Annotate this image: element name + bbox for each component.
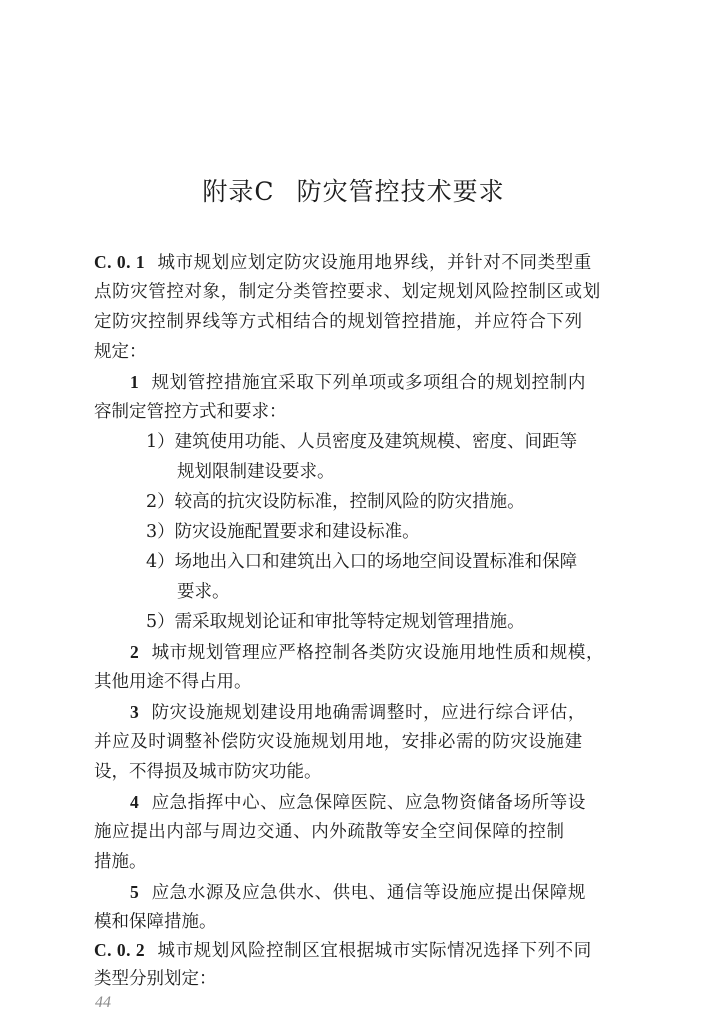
- subitem-line: [146, 522, 420, 542]
- item-line: [130, 792, 586, 813]
- clause-line: [94, 282, 601, 302]
- line-text: 要求。: [177, 582, 230, 602]
- line-text: 类型分别划定：: [94, 969, 217, 989]
- subitem-number: 3）: [146, 522, 175, 542]
- subitem-line: [146, 552, 577, 572]
- line-text: 建筑使用功能、人员密度及建筑规模、密度、间距等: [174, 432, 578, 452]
- item-number: 2: [130, 642, 140, 662]
- line-text: 容制定管控方式和要求：: [94, 402, 287, 422]
- line-text: 规划管控措施宜采取下列单项或多项组合的规划控制内: [151, 373, 586, 393]
- item-number: 3: [130, 702, 140, 722]
- subitem-number: 2）: [146, 492, 175, 512]
- line-text: 城市规划管理应严格控制各类防灾设施用地性质和规模，: [151, 643, 605, 663]
- subitem-number: 1）: [146, 432, 175, 452]
- clause-number: C. 0. 1: [94, 252, 146, 272]
- item-line: [130, 642, 604, 663]
- clause-line: [94, 342, 147, 362]
- appendix-title: [0, 172, 707, 208]
- item-line: [94, 402, 287, 422]
- line-text: 应急水源及应急供水、供电、通信等设施应提出保障规: [151, 883, 586, 903]
- line-text: 施应提出内部与周边交通、内外疏散等安全空间保障的控制: [94, 822, 565, 842]
- subitem-line: [146, 612, 525, 632]
- appendix-heading: 防灾管控技术要求: [296, 177, 505, 206]
- line-text: 模和保障措施。: [94, 912, 217, 932]
- clause-line: [94, 940, 592, 961]
- clause-line: [94, 969, 217, 989]
- subitem-line: [146, 492, 525, 512]
- item-number: 4: [130, 792, 140, 812]
- item-line: [94, 912, 217, 932]
- line-text: 其他用途不得占用。: [94, 672, 252, 692]
- item-number: 5: [130, 882, 140, 902]
- item-line: [130, 372, 586, 393]
- item-line: [94, 762, 322, 782]
- item-line: [94, 672, 252, 692]
- item-line: [94, 852, 147, 872]
- line-text: 并应及时调整补偿防灾设施规划用地，安排必需的防灾设施建: [94, 732, 583, 752]
- line-text: 防灾设施规划建设用地确需调整时，应进行综合评估，: [151, 703, 586, 723]
- line-text: 设，不得损及城市防灾功能。: [94, 762, 322, 782]
- subitem-number: 4）: [146, 552, 175, 572]
- line-text: 规划限制建设要求。: [177, 462, 335, 482]
- clause-number: C. 0. 2: [94, 940, 146, 960]
- item-line: [94, 822, 565, 842]
- page-number: 44: [95, 994, 111, 1011]
- line-text: 较高的抗灾设防标准，控制风险的防灾措施。: [174, 492, 525, 512]
- line-text: 规定：: [94, 342, 147, 362]
- clause-line: [94, 252, 592, 273]
- subitem-line: [146, 432, 577, 452]
- line-text: 定防灾控制界线等方式相结合的规划管控措施，并应符合下列: [94, 312, 583, 332]
- subitem-number: 5）: [146, 612, 175, 632]
- line-text: 应急指挥中心、应急保障医院、应急物资储备场所等设: [151, 793, 586, 813]
- line-text: 城市规划应划定防灾设施用地界线，并针对不同类型重: [157, 253, 592, 273]
- item-line: [130, 882, 586, 903]
- line-text: 点防灾管控对象，制定分类管控要求、划定规划风险控制区或划: [94, 282, 601, 302]
- line-text: 城市规划风险控制区宜根据城市实际情况选择下列不同: [157, 941, 592, 961]
- appendix-label: 附录C: [202, 177, 275, 206]
- line-text: 场地出入口和建筑出入口的场地空间设置标准和保障: [174, 552, 578, 572]
- item-number: 1: [130, 372, 140, 392]
- clause-line: [94, 312, 583, 332]
- line-text: 措施。: [94, 852, 147, 872]
- subitem-line: [177, 582, 230, 602]
- line-text: 需采取规划论证和审批等特定规划管理措施。: [174, 612, 525, 632]
- item-line: [130, 702, 586, 723]
- line-text: 防灾设施配置要求和建设标准。: [174, 522, 420, 542]
- item-line: [94, 732, 583, 752]
- subitem-line: [177, 462, 335, 482]
